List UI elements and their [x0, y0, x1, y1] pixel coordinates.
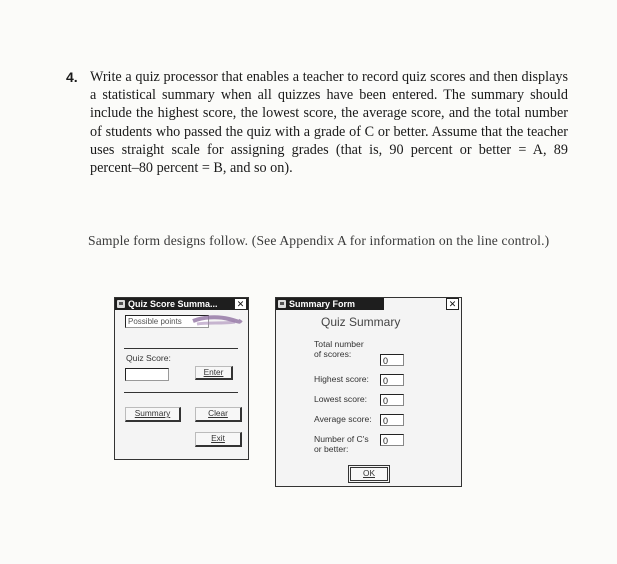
window-menu-icon[interactable]	[117, 300, 125, 308]
quiz-form-title: Quiz Score Summa...	[128, 299, 218, 309]
clear-button[interactable]	[195, 407, 242, 422]
quiz-score-form	[114, 297, 249, 460]
quiz-score-label: Quiz Score:	[126, 353, 171, 363]
total-label-line-1: Total number	[314, 339, 364, 349]
exit-button[interactable]	[195, 432, 242, 447]
clear-button-label: Clear	[208, 408, 228, 418]
summary-form-titlebar[interactable]	[276, 298, 384, 310]
divider-line	[124, 392, 238, 393]
lowest-score-label: Lowest score:	[314, 394, 368, 404]
exit-button-label: Exit	[211, 433, 225, 443]
enter-button-label: Enter	[203, 367, 224, 377]
average-score-value: 0	[380, 414, 404, 426]
highest-score-label: Highest score:	[314, 374, 369, 384]
quiz-score-input[interactable]	[125, 368, 169, 381]
scribble-stroke-2	[197, 322, 235, 324]
total-scores-value: 0	[380, 354, 404, 366]
passed-count-value: 0	[380, 434, 404, 446]
scribble-mark	[191, 312, 243, 330]
summary-button-label: Summary	[134, 408, 171, 418]
quiz-form-titlebar[interactable]	[115, 298, 248, 310]
possible-points-placeholder: Possible points	[128, 317, 182, 326]
summary-button[interactable]	[125, 407, 181, 422]
enter-button[interactable]	[195, 366, 233, 380]
exercise-number: 4.	[66, 69, 78, 85]
highest-score-value: 0	[380, 374, 404, 386]
sample-note: Sample form designs follow. (See Appendix A for information on the line control.)	[88, 233, 550, 248]
ok-button[interactable]	[350, 467, 388, 481]
summary-form-title: Summary Form	[289, 299, 356, 309]
passed-label-line-1: Number of C's	[314, 434, 369, 444]
average-score-label: Average score:	[314, 414, 372, 424]
passed-label-line-2: or better:	[314, 444, 349, 454]
summary-heading: Quiz Summary	[321, 315, 401, 329]
exercise-text: Write a quiz processor that enables a teacher to record quiz scores and then displays a statistical summary when all quizzes have been entered. The summary should include the highest score, the lowest score, the average score, and the total number of students who passed the quiz with a grade of C or better. Assume that the teacher uses straight scale for assigning grades (that is, 90 percent or better = A, 89 percent–80 percent = B, and so on).	[90, 69, 568, 177]
window-menu-icon[interactable]	[278, 300, 286, 308]
close-icon[interactable]: ✕	[234, 298, 247, 310]
close-icon[interactable]: ✕	[446, 298, 459, 310]
ok-button-label: OK	[363, 468, 375, 478]
divider-line	[124, 348, 238, 349]
lowest-score-value: 0	[380, 394, 404, 406]
total-label-line-2: of scores:	[314, 349, 352, 359]
summary-form	[275, 297, 462, 487]
